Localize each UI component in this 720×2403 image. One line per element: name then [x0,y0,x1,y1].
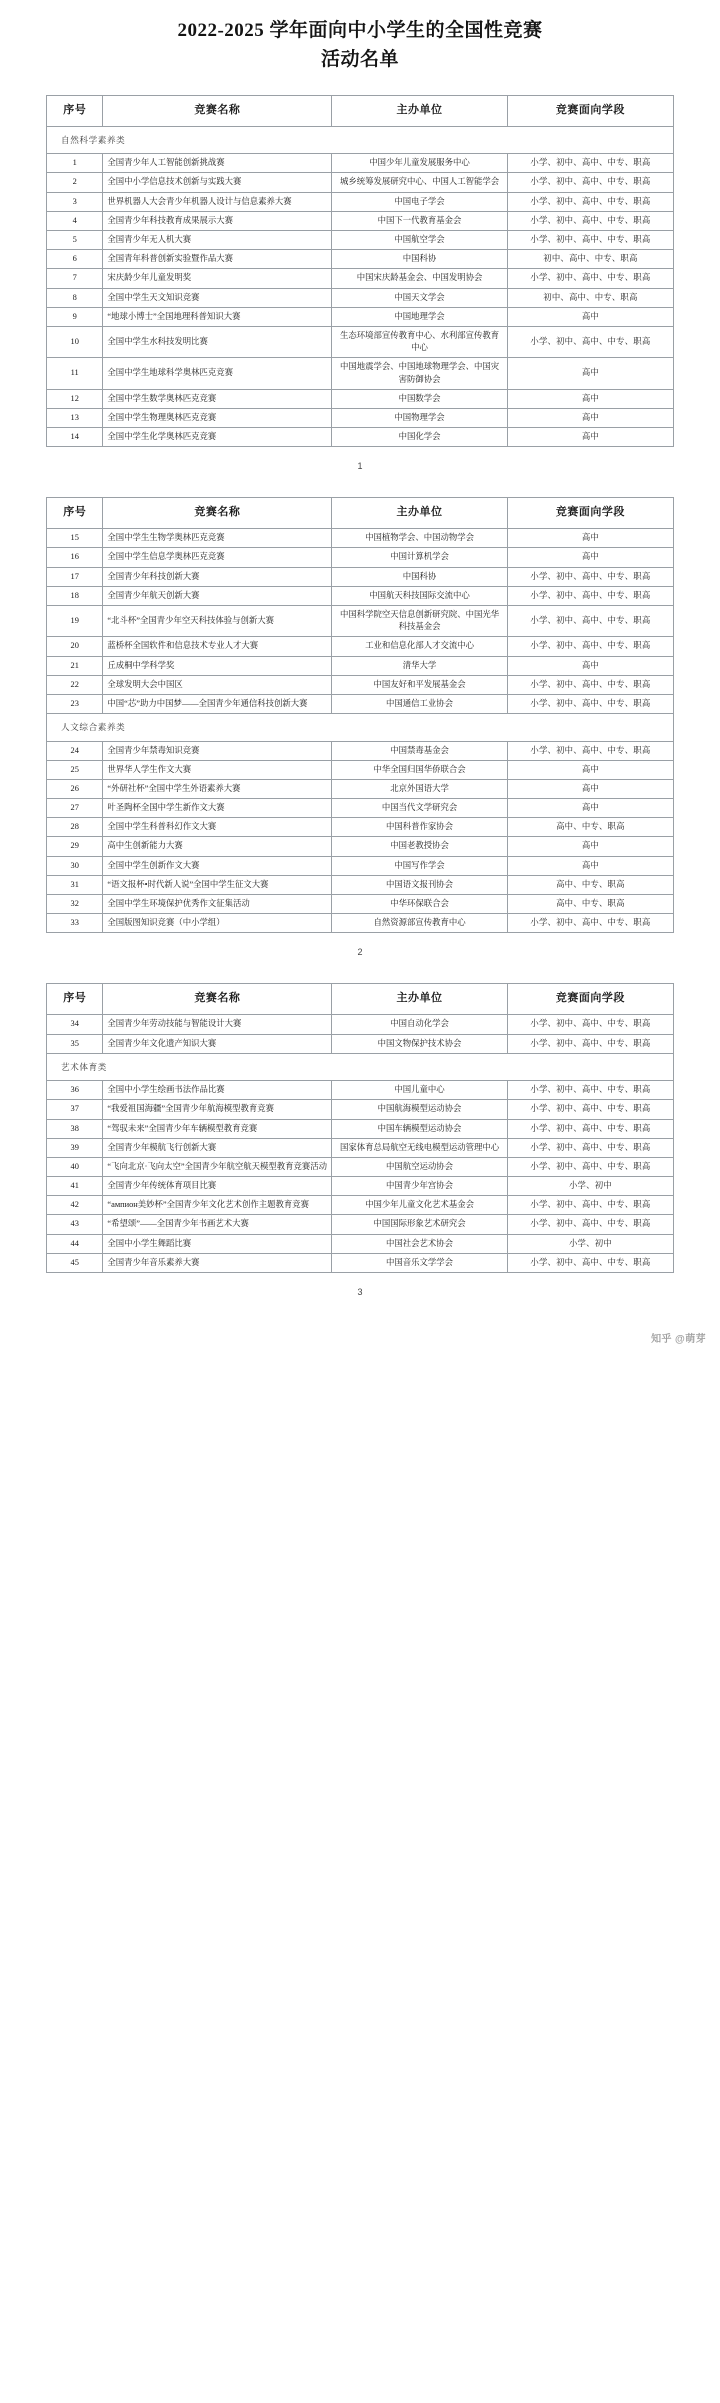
cell-stage: 高中 [507,548,673,567]
cell-index: 22 [47,675,103,694]
table-row [47,358,674,389]
cell-organizer: 中国禁毒基金会 [332,741,508,760]
cell-competition-name: 丘成桐中学科学奖 [103,656,332,675]
table-row [47,428,674,447]
column-header-stage: 竞赛面向学段 [507,984,673,1015]
table-row [47,675,674,694]
cell-organizer: 中国物理学会 [332,408,508,427]
column-header-organizer: 主办单位 [332,498,508,529]
cell-organizer: 中国文物保护技术协会 [332,1034,508,1053]
watermark [651,1330,706,1345]
table-row [47,637,674,656]
cell-organizer: 中国少年儿童文化艺术基金会 [332,1196,508,1215]
cell-stage: 高中 [507,529,673,548]
table-row [47,269,674,288]
watermark-label: 知乎 @萌芽 [651,1334,706,1346]
cell-organizer: 中国青少年宫协会 [332,1177,508,1196]
table-row [47,1196,674,1215]
competition-table [46,497,674,933]
cell-stage: 小学、初中、高中、中专、职高 [507,675,673,694]
cell-organizer: 清华大学 [332,656,508,675]
cell-organizer: 中国数学会 [332,389,508,408]
cell-index: 17 [47,567,103,586]
table-row [47,307,674,326]
cell-index: 18 [47,586,103,605]
cell-stage: 小学、初中、高中、中专、职高 [507,269,673,288]
cell-competition-name: 宋庆龄少年儿童发明奖 [103,269,332,288]
cell-index: 26 [47,779,103,798]
cell-organizer: 北京外国语大学 [332,779,508,798]
cell-competition-name: 全国中学生科普科幻作文大赛 [103,818,332,837]
cell-stage: 小学、初中、高中、中专、职高 [507,1138,673,1157]
table-header-row [47,498,674,529]
cell-competition-name: 全国青少年科技创新大赛 [103,567,332,586]
table-row [47,154,674,173]
cell-organizer: 中国天文学会 [332,288,508,307]
cell-competition-name: 中国“芯”助力中国梦——全国青少年通信科技创新大赛 [103,694,332,713]
cell-index: 39 [47,1138,103,1157]
cell-stage: 高中 [507,389,673,408]
cell-organizer: 中国科协 [332,567,508,586]
cell-index: 38 [47,1119,103,1138]
table-header-row [47,95,674,126]
cell-index: 29 [47,837,103,856]
cell-stage: 小学、初中、高中、中专、职高 [507,1119,673,1138]
cell-competition-name: 蓝桥杯全国软件和信息技术专业人才大赛 [103,637,332,656]
cell-competition-name: 全国青少年劳动技能与智能设计大赛 [103,1015,332,1034]
table-header-row [47,984,674,1015]
cell-organizer: 中国电子学会 [332,192,508,211]
cell-organizer: 中国植物学会、中国动物学会 [332,529,508,548]
cell-index: 14 [47,428,103,447]
cell-competition-name: “希望颂”——全国青少年书画艺术大赛 [103,1215,332,1234]
cell-stage: 小学、初中、高中、中专、职高 [507,192,673,211]
cell-competition-name: 全国中学生化学奥林匹克竞赛 [103,428,332,447]
cell-index: 11 [47,358,103,389]
table-row [47,1081,674,1100]
table-row [47,288,674,307]
cell-organizer: 中国计算机学会 [332,548,508,567]
cell-stage: 小学、初中、高中、中专、职高 [507,605,673,636]
cell-stage: 小学、初中、高中、中专、职高 [507,231,673,250]
cell-stage: 小学、初中、高中、中专、职高 [507,586,673,605]
cell-competition-name: 全国青少年无人机大赛 [103,231,332,250]
cell-organizer: 中国航海模型运动协会 [332,1100,508,1119]
cell-index: 30 [47,856,103,875]
cell-stage: 小学、初中、高中、中专、职高 [507,211,673,230]
cell-index: 27 [47,799,103,818]
cell-index: 12 [47,389,103,408]
cell-organizer: 中国车辆模型运动协会 [332,1119,508,1138]
table-row [47,895,674,914]
cell-organizer: 中国国际形象艺术研究会 [332,1215,508,1234]
footer [0,1323,720,1353]
cell-organizer: 中国航空学会 [332,231,508,250]
cell-index: 34 [47,1015,103,1034]
table-row [47,799,674,818]
document-page [0,81,720,497]
cell-index: 5 [47,231,103,250]
cell-stage: 小学、初中、高中、中专、职高 [507,154,673,173]
cell-organizer: 中国科协 [332,250,508,269]
cell-competition-name: 全国青少年科技教育成果展示大赛 [103,211,332,230]
cell-index: 45 [47,1253,103,1272]
cell-organizer: 中国自动化学会 [332,1015,508,1034]
cell-index: 36 [47,1081,103,1100]
cell-competition-name: 全国青少年航天创新大赛 [103,586,332,605]
table-row [47,875,674,894]
cell-competition-name: 全国中小学生舞蹈比赛 [103,1234,332,1253]
cell-index: 8 [47,288,103,307]
column-header-stage: 竞赛面向学段 [507,95,673,126]
cell-competition-name: 全国中学生水科技发明比赛 [103,326,332,357]
cell-organizer: 中国地震学会、中国地球物理学会、中国灾害防御协会 [332,358,508,389]
cell-competition-name: “我爱祖国海疆”全国青少年航海模型教育竞赛 [103,1100,332,1119]
pages-container [0,81,720,1323]
page-title [0,0,720,81]
cell-organizer: 中华全国归国华侨联合会 [332,760,508,779]
column-header-index: 序号 [47,498,103,529]
cell-competition-name: 全球发明大会中国区 [103,675,332,694]
cell-stage: 小学、初中、高中、中专、职高 [507,1100,673,1119]
document-page [0,497,720,983]
cell-competition-name: 全国中学生生物学奥林匹克竞赛 [103,529,332,548]
category-row [47,714,674,741]
cell-index: 43 [47,1215,103,1234]
cell-competition-name: “飞向北京·飞向太空”全国青少年航空航天模型教育竞赛活动 [103,1157,332,1176]
cell-index: 41 [47,1177,103,1196]
cell-competition-name: “地球小博士”全国地理科普知识大赛 [103,307,332,326]
table-row [47,1215,674,1234]
cell-stage: 小学、初中、高中、中专、职高 [507,567,673,586]
cell-organizer: 城乡统筹发展研究中心、中国人工智能学会 [332,173,508,192]
table-row [47,1119,674,1138]
title-line-2: 活动名单 [320,49,399,71]
document-page [0,983,720,1323]
cell-competition-name: 全国中学生创新作文大赛 [103,856,332,875]
cell-index: 1 [47,154,103,173]
cell-competition-name: 全国青年科普创新实验暨作品大赛 [103,250,332,269]
cell-stage: 小学、初中、高中、中专、职高 [507,173,673,192]
table-row [47,389,674,408]
cell-stage: 小学、初中、高中、中专、职高 [507,1196,673,1215]
table-row [47,250,674,269]
cell-competition-name: “ампион美妙杯”全国青少年文化艺术创作主题教育竞赛 [103,1196,332,1215]
table-row [47,173,674,192]
cell-stage: 小学、初中、高中、中专、职高 [507,1034,673,1053]
table-row [47,760,674,779]
cell-competition-name: 全国中学生地球科学奥林匹克竞赛 [103,358,332,389]
cell-competition-name: 全国青少年禁毒知识竞赛 [103,741,332,760]
cell-organizer: 中国少年儿童发展服务中心 [332,154,508,173]
cell-stage: 高中 [507,307,673,326]
table-row [47,192,674,211]
table-row [47,408,674,427]
cell-stage: 小学、初中、高中、中专、职高 [507,1015,673,1034]
table-row [47,779,674,798]
category-label: 自然科学素养类 [47,126,674,153]
cell-competition-name: 世界华人学生作文大赛 [103,760,332,779]
cell-stage: 小学、初中 [507,1177,673,1196]
table-row [47,1253,674,1272]
cell-organizer: 中国儿童中心 [332,1081,508,1100]
cell-competition-name: “语文报杯•时代新人说”全国中学生征文大赛 [103,875,332,894]
cell-competition-name: 全国青少年音乐素养大赛 [103,1253,332,1272]
cell-index: 24 [47,741,103,760]
cell-stage: 小学、初中、高中、中专、职高 [507,1157,673,1176]
cell-index: 20 [47,637,103,656]
cell-index: 2 [47,173,103,192]
cell-index: 7 [47,269,103,288]
cell-competition-name: “驾驭未来”全国青少年车辆模型教育竞赛 [103,1119,332,1138]
cell-organizer: 中国老教授协会 [332,837,508,856]
page-number: 1 [357,461,363,472]
cell-competition-name: 全国青少年传统体育项目比赛 [103,1177,332,1196]
table-row [47,326,674,357]
cell-index: 15 [47,529,103,548]
competition-table [46,95,674,447]
cell-index: 9 [47,307,103,326]
cell-index: 40 [47,1157,103,1176]
cell-organizer: 中华环保联合会 [332,895,508,914]
competition-table [46,983,674,1273]
cell-organizer: 中国化学会 [332,428,508,447]
cell-stage: 小学、初中、高中、中专、职高 [507,741,673,760]
cell-competition-name: “北斗杯”全国青少年空天科技体验与创新大赛 [103,605,332,636]
cell-index: 16 [47,548,103,567]
column-header-stage: 竞赛面向学段 [507,498,673,529]
cell-stage: 小学、初中 [507,1234,673,1253]
cell-index: 44 [47,1234,103,1253]
cell-organizer: 中国航天科技国际交流中心 [332,586,508,605]
table-row [47,605,674,636]
cell-organizer: 自然资源部宣传教育中心 [332,914,508,933]
table-row [47,529,674,548]
cell-index: 4 [47,211,103,230]
cell-stage: 高中 [507,428,673,447]
cell-stage: 高中、中专、职高 [507,895,673,914]
table-row [47,656,674,675]
cell-competition-name: 全国青少年文化遗产知识大赛 [103,1034,332,1053]
cell-stage: 高中 [507,408,673,427]
cell-competition-name: 全国版图知识竞赛（中小学组） [103,914,332,933]
cell-index: 21 [47,656,103,675]
table-row [47,741,674,760]
column-header-name: 竞赛名称 [103,498,332,529]
column-header-organizer: 主办单位 [332,95,508,126]
cell-index: 3 [47,192,103,211]
table-row [47,1177,674,1196]
column-header-index: 序号 [47,984,103,1015]
table-row [47,548,674,567]
cell-index: 13 [47,408,103,427]
cell-organizer: 生态环境部宣传教育中心、水利部宣传教育中心 [332,326,508,357]
cell-index: 33 [47,914,103,933]
cell-stage: 初中、高中、中专、职高 [507,288,673,307]
cell-organizer: 中国音乐文学学会 [332,1253,508,1272]
category-label: 人文综合素养类 [47,714,674,741]
cell-stage: 高中 [507,760,673,779]
cell-organizer: 中国下一代教育基金会 [332,211,508,230]
page-number: 2 [357,947,363,958]
cell-organizer: 中国地理学会 [332,307,508,326]
cell-organizer: 中国宋庆龄基金会、中国发明协会 [332,269,508,288]
cell-index: 25 [47,760,103,779]
cell-competition-name: 全国青少年人工智能创新挑战赛 [103,154,332,173]
cell-competition-name: 全国中学生数学奥林匹克竞赛 [103,389,332,408]
cell-index: 28 [47,818,103,837]
cell-stage: 高中 [507,856,673,875]
cell-index: 6 [47,250,103,269]
cell-competition-name: 全国中学生天文知识竞赛 [103,288,332,307]
cell-competition-name: 叶圣陶杯全国中学生新作文大赛 [103,799,332,818]
table-row [47,694,674,713]
cell-competition-name: 世界机器人大会青少年机器人设计与信息素养大赛 [103,192,332,211]
cell-organizer: 中国航空运动协会 [332,1157,508,1176]
cell-stage: 小学、初中、高中、中专、职高 [507,1215,673,1234]
table-row [47,586,674,605]
cell-competition-name: 全国中小学信息技术创新与实践大赛 [103,173,332,192]
cell-stage: 高中、中专、职高 [507,818,673,837]
category-row [47,1053,674,1080]
cell-index: 23 [47,694,103,713]
table-row [47,1100,674,1119]
column-header-index: 序号 [47,95,103,126]
cell-stage: 小学、初中、高中、中专、职高 [507,326,673,357]
cell-organizer: 中国语文报刊协会 [332,875,508,894]
cell-index: 32 [47,895,103,914]
cell-competition-name: 全国中小学生绘画书法作品比赛 [103,1081,332,1100]
table-row [47,1034,674,1053]
cell-index: 37 [47,1100,103,1119]
cell-competition-name: 全国中学生物理奥林匹克竞赛 [103,408,332,427]
cell-index: 42 [47,1196,103,1215]
cell-stage: 高中 [507,656,673,675]
category-label: 艺术体育类 [47,1053,674,1080]
cell-organizer: 中国写作学会 [332,856,508,875]
table-row [47,914,674,933]
cell-organizer: 中国友好和平发展基金会 [332,675,508,694]
cell-organizer: 中国当代文学研究会 [332,799,508,818]
cell-organizer: 国家体育总局航空无线电模型运动管理中心 [332,1138,508,1157]
cell-stage: 初中、高中、中专、职高 [507,250,673,269]
cell-index: 10 [47,326,103,357]
cell-organizer: 中国科普作家协会 [332,818,508,837]
cell-stage: 小学、初中、高中、中专、职高 [507,1253,673,1272]
category-row [47,126,674,153]
table-row [47,1234,674,1253]
cell-stage: 高中 [507,779,673,798]
table-row [47,837,674,856]
cell-competition-name: 全国中学生信息学奥林匹克竞赛 [103,548,332,567]
cell-index: 31 [47,875,103,894]
cell-competition-name: “外研社杯”全国中学生外语素养大赛 [103,779,332,798]
cell-stage: 小学、初中、高中、中专、职高 [507,914,673,933]
cell-competition-name: 高中生创新能力大赛 [103,837,332,856]
table-row [47,211,674,230]
cell-competition-name: 全国青少年模航飞行创新大赛 [103,1138,332,1157]
cell-organizer: 中国科学院空天信息创新研究院、中国光华科技基金会 [332,605,508,636]
cell-competition-name: 全国中学生环境保护优秀作文征集活动 [103,895,332,914]
cell-organizer: 中国通信工业协会 [332,694,508,713]
table-row [47,856,674,875]
cell-stage: 高中 [507,799,673,818]
table-row [47,231,674,250]
table-row [47,567,674,586]
table-row [47,1015,674,1034]
cell-organizer: 中国社会艺术协会 [332,1234,508,1253]
cell-index: 19 [47,605,103,636]
cell-stage: 小学、初中、高中、中专、职高 [507,694,673,713]
column-header-name: 竞赛名称 [103,984,332,1015]
cell-stage: 高中 [507,358,673,389]
title-line-1: 2022-2025 学年面向中小学生的全国性竞赛 [177,20,543,41]
cell-stage: 高中、中专、职高 [507,875,673,894]
cell-index: 35 [47,1034,103,1053]
cell-stage: 小学、初中、高中、中专、职高 [507,637,673,656]
cell-stage: 小学、初中、高中、中专、职高 [507,1081,673,1100]
column-header-name: 竞赛名称 [103,95,332,126]
table-row [47,818,674,837]
page-number: 3 [357,1287,363,1298]
cell-organizer: 工业和信息化部人才交流中心 [332,637,508,656]
column-header-organizer: 主办单位 [332,984,508,1015]
table-row [47,1157,674,1176]
table-row [47,1138,674,1157]
cell-stage: 高中 [507,837,673,856]
